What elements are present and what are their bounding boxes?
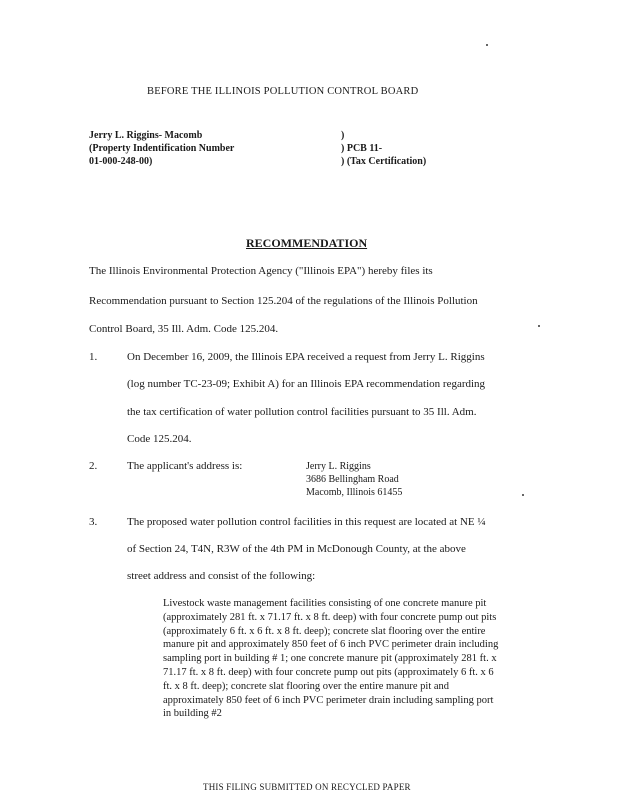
caption-paren: ) (341, 130, 345, 141)
facilities-description: Livestock waste management facilities consisting of one concrete manure pit (approximately 281 ft. x 71.17 ft. x 8 ft. deep) with four concrete pump out pits (approximately 6 ft. x 6 ft. x 8 ft. deep); concrete slat flooring over the entire manure pit and approximately 850 feet of 6 inch PVC perimeter drain including sampling port in building # 1; one concrete manure pit (approximately 281 ft. x 71.17 ft. x 8 ft. deep) with four concrete pump out pits (approximately 6 ft. x 6 ft. x 8 ft. deep); concrete slat flooring over the entire manure pit and approximately 850 feet of 6 inch PVC perimeter drain including sampling port in building #2 (163, 598, 499, 720)
section-title: RECOMMENDATION (246, 236, 368, 250)
para3-line-2: of Section 24, T4N, R3W of the 4th PM in McDonough County, at the above (127, 543, 466, 555)
para2-label: The applicant's address is: (127, 460, 243, 472)
petitioner-name: Jerry L. Riggins- Macomb (89, 130, 203, 141)
para1-line-3: the tax certification of water pollution control facilities pursuant to 35 Ill. Adm. (127, 406, 477, 418)
case-number: ) PCB 11- (341, 143, 383, 154)
intro-line-3: Control Board, 35 Ill. Adm. Code 125.204. (89, 323, 279, 335)
address-name: Jerry L. Riggins (306, 461, 371, 472)
scan-speck (538, 325, 540, 327)
intro-line-2: Recommendation pursuant to Section 125.204 of the regulations of the Illinois Pollution (89, 295, 478, 307)
case-type: ) (Tax Certification) (341, 156, 427, 167)
property-id-line-2: 01-000-248-00) (89, 156, 153, 167)
para1-line-1: On December 16, 2009, the Illinois EPA received a request from Jerry L. Riggins (127, 351, 485, 363)
scan-speck (522, 494, 524, 496)
para3-line-1: The proposed water pollution control facilities in this request are located at NE ¼ (127, 516, 486, 528)
para1-line-2: (log number TC-23-09; Exhibit A) for an Illinois EPA recommendation regarding (127, 378, 486, 390)
page-footer: THIS FILING SUBMITTED ON RECYCLED PAPER (203, 782, 411, 792)
scan-speck (486, 44, 488, 46)
address-street: 3686 Bellingham Road (306, 474, 399, 485)
para3-line-3: street address and consist of the following: (127, 570, 316, 582)
para3-number: 3. (89, 516, 98, 528)
caption-right (341, 129, 426, 168)
board-header: BEFORE THE ILLINOIS POLLUTION CONTROL BOARD (147, 86, 419, 97)
para1-line-4: Code 125.204. (127, 433, 192, 445)
para2-number: 2. (89, 460, 98, 472)
intro-line-1: The Illinois Environmental Protection Agency ("Illinois EPA") hereby files its (89, 265, 433, 277)
property-id-line-1: (Property Indentification Number (89, 143, 235, 154)
address-city: Macomb, Illinois 61455 (306, 487, 403, 498)
caption-left (89, 129, 234, 168)
para1-number: 1. (89, 351, 98, 363)
applicant-address (306, 460, 402, 499)
